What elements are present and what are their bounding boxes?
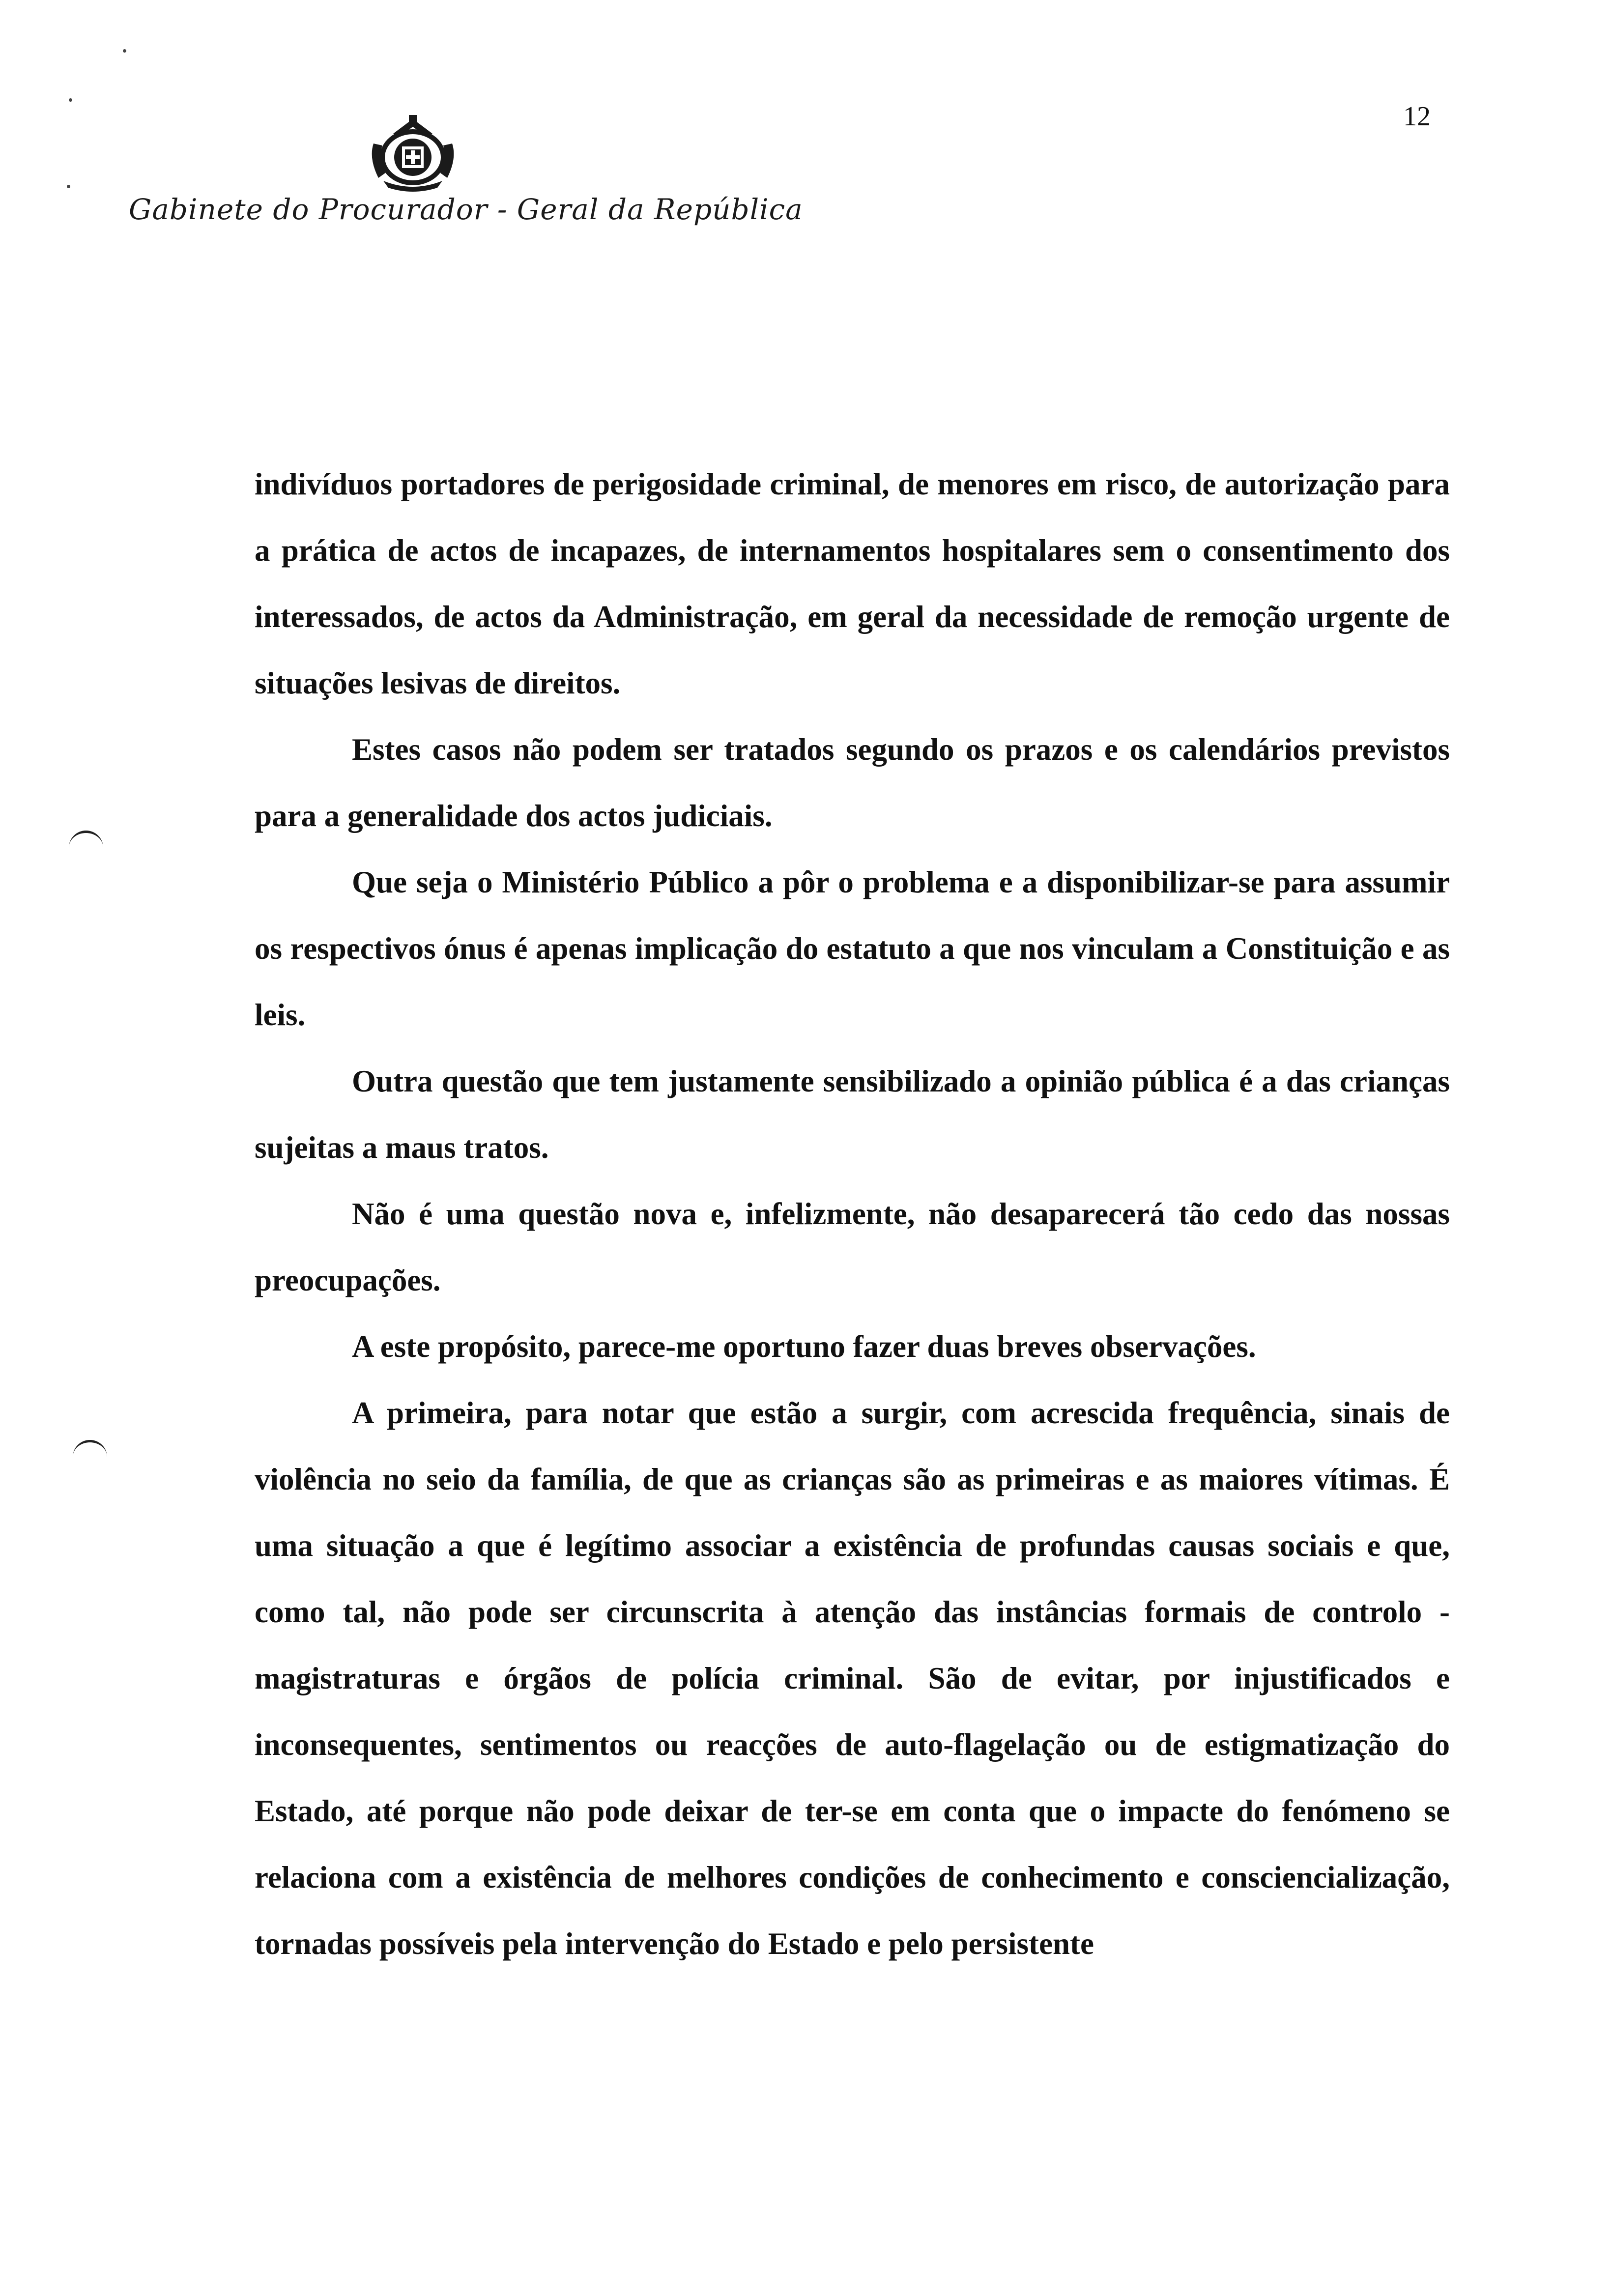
- coat-of-arms-icon: [364, 114, 462, 193]
- scan-speck: [67, 185, 70, 188]
- paragraph: Não é uma questão nova e, infelizmente, não desaparecerá tão cedo das nossas preocupações.: [255, 1197, 1450, 1297]
- paragraph: Que seja o Ministério Público a pôr o problema e a disponibilizar-se para assumir os respectivos ónus é apenas implicação do estatuto a que nos vinculam a Constituição e as leis.: [255, 865, 1450, 1032]
- paragraph: indivíduos portadores de perigosidade criminal, de menores em risco, de autorização para a prática de actos de incapazes, de internamentos hospitalares sem o consentimento dos interessados, de actos da Administração, em geral da necessidade de remoção urgente de situações lesivas de direitos.: [255, 467, 1450, 700]
- paragraph: A primeira, para notar que estão a surgir, com acrescida frequência, sinais de violência no seio da família, de que as crianças são as primeiras e as maiores vítimas. É uma situação a que é legítimo associar a existência de profundas causas sociais e que, como tal, não pode ser circunscrita à atenção das instâncias formais de controlo - magistraturas e órgãos de polícia criminal. São de evitar, por injustificados e inconsequentes, sentimentos ou reacções de auto-flagelação ou de estigmatização do Estado, até porque não pode deixar de ter-se em conta que o impacte do fenómeno se relaciona com a existência de melhores condições de conhecimento e consciencialização, tornadas possíveis pela intervenção do Estado e pelo persistente: [255, 1396, 1450, 1961]
- office-header: Gabinete do Procurador - Geral da República: [129, 193, 803, 226]
- paragraph: Outra questão que tem justamente sensibilizado a opinião pública é a das crianças sujeitas a maus tratos.: [255, 1064, 1450, 1165]
- paragraph: A este propósito, parece-me oportuno fazer duas breves observações.: [352, 1329, 1256, 1364]
- paragraph: Estes casos não podem ser tratados segundo os prazos e os calendários previstos para a generalidade dos actos judiciais.: [255, 732, 1450, 833]
- scan-artifact: [69, 831, 103, 848]
- scan-speck: [123, 49, 126, 53]
- page-number: 12: [1403, 101, 1431, 132]
- scan-speck: [69, 98, 72, 102]
- scan-artifact: [73, 1440, 107, 1457]
- body-text: [255, 451, 1450, 1977]
